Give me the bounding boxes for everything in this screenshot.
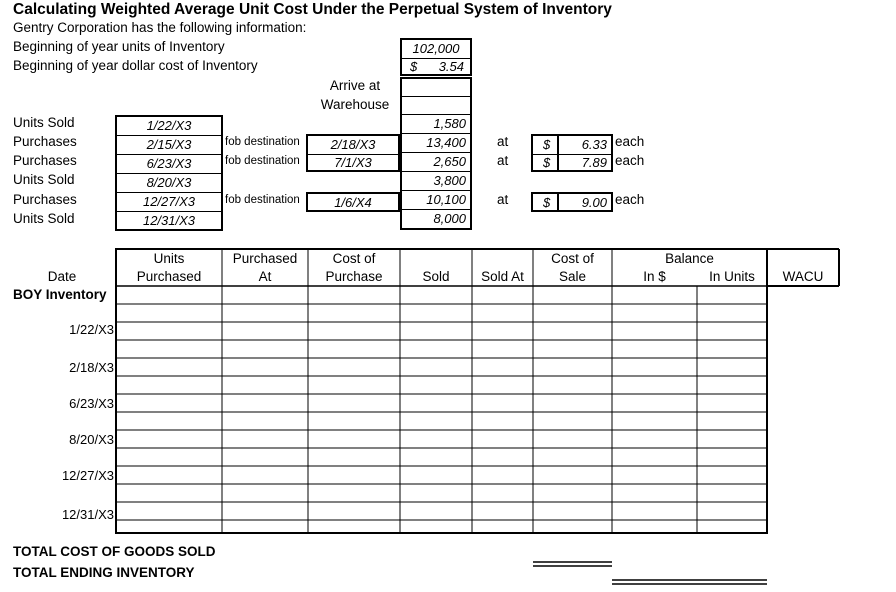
sold-header: Sold [422,269,450,284]
cost-sale-header-2: Sale [558,269,587,284]
fob-label-2: fob destination [225,155,300,167]
transaction-date-2: 2/15/X3 [117,136,221,155]
each-label-3: each [615,192,645,207]
transaction-date-3: 6/23/X3 [117,155,221,174]
balance-header: Balance [665,251,714,266]
at-label-2: at [497,153,509,168]
fob-label-1: fob destination [225,136,300,148]
cost-sale-header-1: Cost of [551,251,594,266]
transaction-type-2: Purchases [13,134,77,149]
units-purchased-header-2: Purchased [136,269,202,284]
intro-text: Gentry Corporation has the following information: [13,20,307,35]
at-label-1: at [497,134,509,149]
row-date-5: 12/27/X3 [61,468,114,483]
units-value-6: 8,000 [433,211,466,226]
price-dollar-2: $ [543,155,551,170]
transaction-date-5: 12/27/X3 [117,193,221,212]
price-value-1: 6.33 [581,137,607,152]
units-value-4: 3,800 [402,172,470,191]
balance-units-header: In Units [709,269,755,284]
units-value-5: 10,100 [402,191,470,210]
transaction-date-1: 1/22/X3 [117,117,221,136]
row-date-1: 1/22/X3 [69,322,114,337]
beginning-cost-label: Beginning of year dollar cost of Inventory [13,58,258,73]
purchased-at-header-1: Purchased [232,251,298,266]
row-date-6: 12/31/X3 [61,507,114,522]
beginning-units-label: Beginning of year units of Inventory [13,39,225,54]
row-date-4: 8/20/X3 [69,432,114,447]
units-value-1: 1,580 [402,115,470,134]
wacu-header: WACU [782,269,824,284]
boy-inventory-label: BOY Inventory [13,287,107,302]
arrive-header-line2: Warehouse [320,97,390,112]
units-value-2: 13,400 [402,134,470,153]
arrive-date-3: 1/6/X4 [334,195,372,210]
each-label-1: each [615,134,645,149]
transaction-date-4: 8/20/X3 [117,174,221,193]
transaction-type-5: Purchases [13,192,77,207]
total-ending-inventory-label: TOTAL ENDING INVENTORY [13,565,195,580]
transaction-type-1: Units Sold [13,115,75,130]
arrive-header-line1: Arrive at [329,78,381,93]
beginning-units-value: 102,000 [412,41,460,56]
transaction-type-4: Units Sold [13,172,75,187]
transaction-date-6: 12/31/X3 [142,213,196,228]
fob-label-3: fob destination [225,194,300,206]
cost-purchase-header-1: Cost of [332,251,376,266]
purchased-at-header-2: At [258,269,272,284]
transaction-type-6: Units Sold [13,211,75,226]
price-dollar-3: $ [543,195,551,210]
date-header: Date [47,269,77,284]
arrive-date-2: 7/1/X3 [334,155,372,170]
page-title: Calculating Weighted Average Unit Cost Under the Perpetual System of Inventory [13,1,612,18]
units-value-3: 2,650 [402,153,470,172]
beginning-cost-value: 3.54 [438,59,464,74]
units-purchased-header-1: Units [153,251,185,266]
at-label-3: at [497,192,509,207]
balance-dollars-header: In $ [643,269,666,284]
row-date-3: 6/23/X3 [69,396,114,411]
price-dollar-1: $ [543,137,551,152]
each-label-2: each [615,153,645,168]
cost-purchase-header-2: Purchase [325,269,383,284]
total-cogs-label: TOTAL COST OF GOODS SOLD [13,544,216,559]
arrive-date-1: 2/18/X3 [308,136,398,155]
row-date-2: 2/18/X3 [69,360,114,375]
price-value-3: 9.00 [581,195,607,210]
beginning-cost-symbol: $ [410,59,418,74]
price-value-2: 7.89 [581,155,607,170]
transaction-type-3: Purchases [13,153,77,168]
sold-at-header: Sold At [481,269,524,284]
